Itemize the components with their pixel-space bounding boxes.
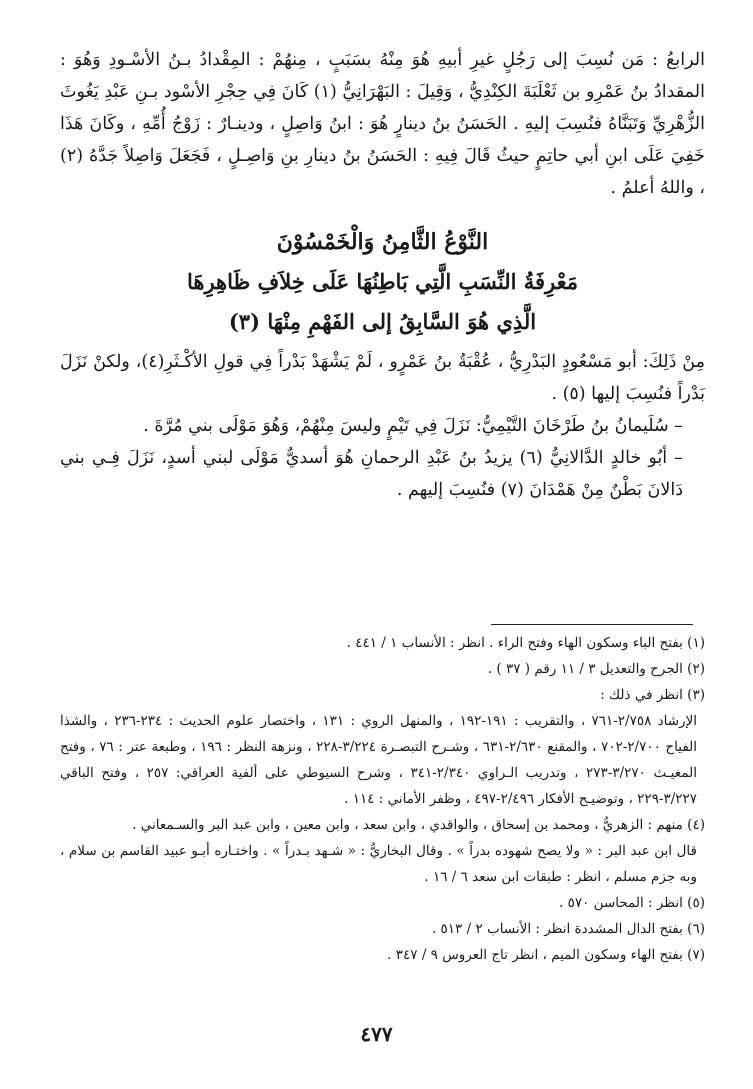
footnote-4-continued: قال ابن عبد البر : « ولا يصح شهوده بدراً » . وقال البخاريُّ : « شـهد بـدراً » . واختـاره أبـو عبيد القاسم بن سلام ، وبه جزم مسلم ، انظر : طبقات ابن سعد ٦ / ١٦ .	[60, 843, 697, 885]
paragraph-fourth-type: الرابعُ : مَن نُسِبَ إلى رَجُلٍ غيرِ أبيهِ هُوَ مِنْهُ بسَبَبٍ ، مِنهُمْ : المِقْدادُ بـنُ الأسْـودِ وَهُوَ : المقدادُ بنُ عَمْرِو بن ثَعْلَبَةَ الكِنْدِيُّ ، وَقِيلَ : البَهْرَانِيُّ (١) كَانَ فِي حِجْرِ الأسْود بـنِ عَبْدِ يَغُوثَ الزُّهْرِيِّ وَتَبَنَّاهُ فنُسِبَ إليهِ . الحَسَنُ بنُ دينارٍ هُوَ : ابنُ وَاصِلٍ ، ودينـارٌ : زَوْجُ أُمِّهِ ، وكَانَ هَذَا خَفِيَ عَلَى ابنِ أبي حاتِمٍ حيثُ قَالَ فِيهِ : الحَسَنُ بنُ دينارِ بنِ وَاصِـلٍ ، فَجَعَلَ وَاصِلاً جَدَّهُ (٢) ، واللهُ أعلمُ .	[60, 50, 705, 198]
section-content	[60, 346, 705, 506]
footnote-4: (٤) منهم : الزهريُّ ، ومحمد بن إسحاق ، والواقدي ، وابن سعد ، وابن معين ، وابن عبد البر والسـمعاني .	[132, 817, 705, 833]
heading-line-2: مَعْرِفَةُ النِّسَبِ الَّتِي بَاطِنُهَا عَلَى خِلاَفِ ظَاهِرِهَا	[186, 269, 578, 294]
paragraph-examples-intro: مِنْ ذَلِكَ: أبو مَسْعُودٍ البَدْرِيُّ ، عُقْبَةُ بنُ عَمْرٍو ، لَمْ يَشْهَدْ بَدْراً فِي قولِ الأكْـثَرِ(٤)، ولكنْ نَزَلَ بَدْراً فنُسِبَ إليها (٥) .	[60, 352, 705, 404]
footnote-3-references: الإرشاد ٢/٧٥٨-٧٦١ ، والتقريب : ١٩١-١٩٢ ، والمنهل الروي : ١٣١ ، واختصار علوم الحديث : ٢٣٤-٢٣٦ ، والشذا الفياح ٢/٧٠٠-٧٠٢ ، والمقنع ٢/٦٣٠-٦٣١ ، وشـرح التبصـرة ٣/٢٢٤-٢٢٨ ، ونزهة النظر : ١٩٦ ، وطبعة عتر : ٧٦ ، وفتح المغيـث ٣/٢٧٠-٢٧٣ ، وتدريب الـراوي ٢/٣٤٠-٣٤١ ، وشرح السيوطي على ألفية العراقي: ٢٥٧ ، وفتح الباقي ٣/٢٢٧-٢٢٩ ، وتوضيـح الأفكار ٢/٤٩٦-٤٩٧ ، وظفر الأماني : ١١٤ .	[60, 713, 698, 807]
section-heading	[60, 222, 705, 342]
list-item: – سُلَيمانُ بنُ طَرْخَانَ التَّيْمِيُّ: نَزَلَ فِي تَيْمٍ وليسَ مِنْهُمْ، وَهُوَ مَوْلَى بني مُرَّةَ .	[143, 416, 683, 436]
footnote-6: (٦) بفتح الدال المشددة انظر : الأنساب ٢ / ٥١٣ .	[431, 921, 705, 937]
list-item: – أبُو خالدٍ الدَّالانِيُّ (٦) يزيدُ بنُ عَبْدِ الرحمانِ هُوَ أسديٌّ مَوْلَى لبني أسدٍ، نَزَلَ فِـي بني دَالانَ بَطْنٌ مِنْ هَمْدَانَ (٧) فنُسِبَ إليهم .	[60, 448, 683, 500]
footnote-3-intro: (٣) انظر في ذلك :	[600, 687, 705, 703]
page-body	[60, 44, 705, 506]
footnote-5: (٥) انظر : المحاسن ٥٧٠ .	[558, 895, 705, 911]
heading-line-3: الَّذِي هُوَ السَّابِقُ إلى الفَهْمِ مِنْهَا (٣)	[228, 309, 537, 334]
footnote-separator	[491, 624, 693, 625]
footnote-7: (٧) بفتح الهاء وسكون الميم ، انظر تاج العروس ٩ / ٣٤٧ .	[387, 947, 705, 963]
main-text	[60, 44, 705, 506]
page-number: ٤٧٧	[360, 1022, 393, 1046]
footnotes	[60, 630, 705, 968]
footnote-2: (٢) الجرح والتعديل ٣ / ١١ رقم ( ٣٧ ) .	[487, 661, 705, 677]
heading-title: النَّوْعُ الثَّامِنُ وَالْخَمْسُوْنَ	[276, 229, 489, 255]
footnote-1: (١) بفتح الباء وسكون الهاء وفتح الراء . انظر : الأنساب ١ / ٤٤١ .	[346, 635, 705, 651]
